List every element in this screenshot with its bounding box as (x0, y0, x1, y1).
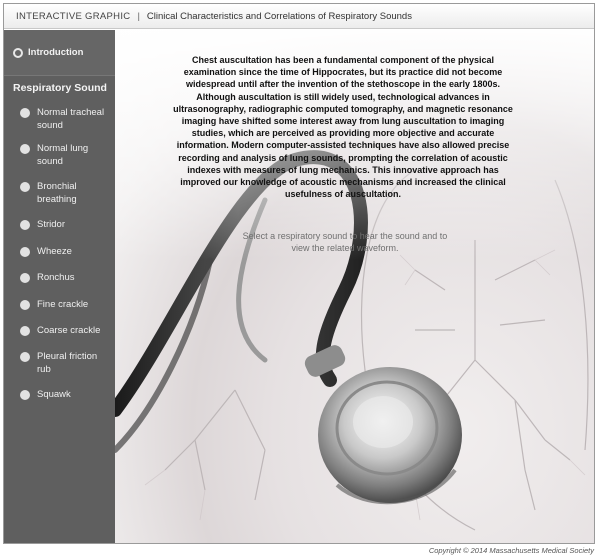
header-bar (4, 4, 594, 29)
introduction-text: Chest auscultation has been a fundamental component of the physical examination since the time of Hippocrates, but its practice did not become widespread until after the invention of the stethoscope in the early 1800s. Although auscultation is still widely used, technological advances in ultrasonography, radiographic computed tomography, and magnetic resonance imaging have shifted some interest away from lung auscultation to imaging studies, which are perceived as providing more objective and accurate information. Modern computer-assisted techniques have also allowed precise recording and analysis of lung sounds, prompting the correlation of acoustic indexes with measures of lung mechanics. This innovative approach has improved our knowledge of acoustic mechanisms and increased the clinical usefulness of auscultation. (173, 55, 513, 200)
radio-icon (20, 247, 30, 257)
sidebar-item-bronchial-breathing[interactable] (20, 180, 115, 206)
radio-selected-icon (13, 48, 23, 58)
radio-icon (20, 144, 30, 154)
sidebar (4, 30, 115, 544)
radio-icon (20, 326, 30, 336)
sidebar-item-normal-lung-sound[interactable] (20, 142, 115, 168)
sidebar-item-label: Stridor (37, 219, 65, 230)
radio-icon (20, 352, 30, 362)
header-separator: | (137, 10, 140, 22)
sidebar-item-label: Ronchus (37, 272, 75, 283)
radio-icon (20, 273, 30, 283)
selection-prompt: Select a respiratory sound to hear the sound and to view the related waveform. (242, 231, 448, 253)
introduction-label: Introduction (28, 47, 84, 58)
graphic-title: Clinical Characteristics and Correlations of Respiratory Sounds (146, 10, 412, 22)
sidebar-item-pleural-friction-rub[interactable] (20, 350, 115, 376)
content-panel (115, 30, 594, 544)
sidebar-item-introduction[interactable] (4, 30, 115, 76)
copyright-notice: Copyright © 2014 Massachusetts Medical Society (428, 546, 594, 555)
sidebar-item-ronchus[interactable] (20, 271, 115, 284)
radio-icon (20, 390, 30, 400)
radio-icon (20, 220, 30, 230)
sidebar-item-label: Bronchial breathing (37, 181, 77, 205)
sidebar-item-label: Wheeze (37, 246, 72, 257)
radio-icon (20, 108, 30, 118)
sidebar-item-wheeze[interactable] (20, 245, 115, 258)
sidebar-item-fine-crackle[interactable] (20, 298, 115, 311)
radio-icon (20, 300, 30, 310)
sidebar-item-coarse-crackle[interactable] (20, 324, 115, 337)
sidebar-item-label: Normal tracheal sound (37, 107, 105, 131)
sidebar-item-squawk[interactable] (20, 388, 115, 401)
sidebar-item-stridor[interactable] (20, 218, 115, 231)
sidebar-item-label: Squawk (37, 389, 71, 400)
interactive-graphic-frame (3, 3, 595, 544)
sidebar-item-normal-tracheal-sound[interactable] (20, 106, 115, 132)
respiratory-sound-heading: Respiratory Sound (13, 82, 107, 94)
sidebar-item-label: Coarse crackle (37, 325, 101, 336)
brand-label: INTERACTIVE GRAPHIC (16, 10, 131, 22)
sidebar-item-label: Pleural friction rub (37, 351, 98, 375)
radio-icon (20, 182, 30, 192)
sidebar-item-label: Fine crackle (37, 299, 89, 310)
sidebar-item-label: Normal lung sound (37, 143, 89, 167)
